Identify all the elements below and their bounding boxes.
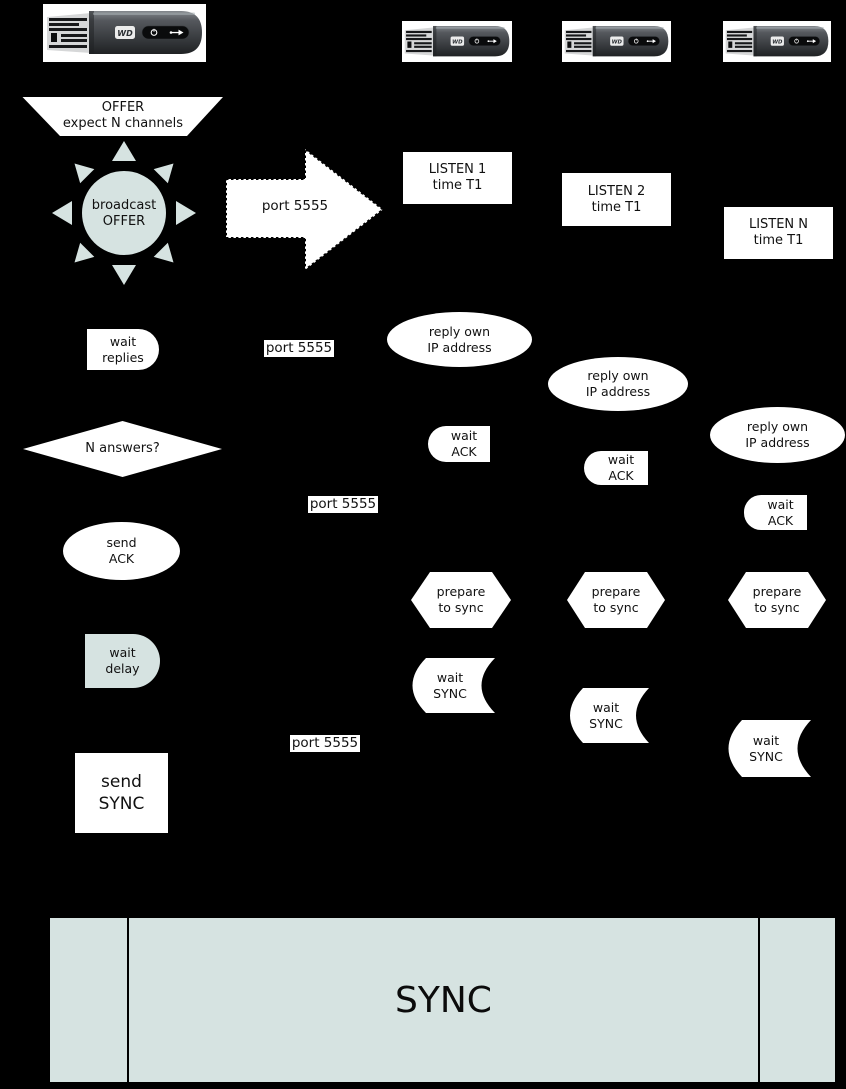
wd-logo: WD	[117, 28, 133, 38]
reply-line2: IP address	[427, 339, 492, 355]
broadcast-line2: OFFER	[102, 214, 146, 229]
wait-sync-shape	[720, 719, 812, 778]
wait-replies-line1: wait	[109, 333, 137, 349]
port-label: port 5555	[309, 496, 377, 512]
reply-line1: reply own	[428, 323, 491, 339]
broadcast-line1: broadcast	[91, 198, 157, 213]
prepare-line2: to sync	[593, 600, 639, 615]
wait-ack-node	[584, 451, 648, 485]
send-ack-line2: ACK	[108, 551, 135, 566]
wd-logo: WD	[772, 39, 783, 46]
reply-line1: reply own	[746, 419, 809, 434]
wait-delay-line1: wait	[109, 645, 136, 660]
listen-line1: LISTEN N	[748, 217, 809, 232]
port-label: port 5555	[265, 340, 333, 356]
sync-bar-divider	[758, 918, 760, 1082]
wd-logo: WD	[611, 39, 623, 46]
send-sync-line1: send	[101, 772, 142, 792]
wait-replies-line2: replies	[102, 349, 144, 365]
send-sync-node	[75, 753, 168, 833]
wait-sync-shape	[404, 657, 496, 714]
wait-ack-line2: ACK	[767, 512, 794, 528]
listen-line2: time T1	[591, 199, 642, 215]
wd-logo: WD	[452, 39, 463, 46]
offer-line1: OFFER	[101, 100, 145, 115]
reply-line1: reply own	[587, 368, 649, 383]
wait-ack-line2: ACK	[451, 444, 477, 459]
wait-replies-node	[87, 329, 159, 370]
prepare-line2: to sync	[438, 600, 484, 615]
reply-line2: IP address	[585, 384, 651, 399]
wait-ack-line1: wait	[450, 428, 478, 443]
listen-node	[562, 173, 671, 226]
port-arrow-text: port 5555	[261, 197, 329, 214]
sync-timeline-bar	[48, 916, 837, 1084]
n-answers-label: N answers?	[85, 441, 160, 456]
reply-ip-node	[548, 357, 688, 411]
prepare-line2: to sync	[754, 600, 800, 615]
wd-device-image	[562, 21, 671, 62]
prepare-hexagon-shape	[410, 571, 512, 629]
wait-sync-line2: SYNC	[433, 685, 467, 701]
decision-diamond-shape	[22, 420, 223, 478]
wd-device-image	[402, 21, 512, 62]
wait-ack-line1: wait	[767, 496, 794, 512]
wait-sync-line1: wait	[436, 669, 464, 685]
reply-ip-node	[387, 312, 532, 367]
wd-device-image	[43, 4, 206, 62]
listen-node	[403, 152, 512, 204]
prepare-line1: prepare	[752, 584, 802, 599]
port-label: port 5555	[291, 735, 359, 751]
wait-ack-node	[744, 495, 807, 530]
listen-line2: time T1	[753, 233, 804, 248]
wait-sync-line1: wait	[752, 732, 780, 748]
send-sync-line2: SYNC	[98, 794, 145, 814]
prepare-line1: prepare	[591, 584, 641, 599]
offer-trapezoid-shape	[22, 96, 224, 137]
wait-sync-shape	[562, 687, 650, 744]
wait-delay-line2: delay	[105, 661, 140, 676]
offer-line2: expect N channels	[62, 116, 184, 131]
prepare-hexagon-shape	[566, 571, 666, 629]
listen-line1: LISTEN 1	[428, 162, 487, 177]
wd-device-image	[723, 21, 831, 62]
wait-sync-line1: wait	[592, 699, 620, 715]
wait-ack-node	[428, 426, 490, 462]
send-ack-node	[63, 522, 180, 580]
broadcast-arrow-shape	[218, 140, 388, 274]
listen-line1: LISTEN 2	[587, 183, 646, 199]
sync-bar-label: SYNC	[395, 979, 492, 1021]
wait-sync-line2: SYNC	[749, 748, 783, 764]
reply-line2: IP address	[745, 435, 810, 450]
listen-node	[724, 207, 833, 259]
prepare-hexagon-shape	[727, 571, 827, 629]
send-ack-line1: send	[106, 535, 137, 550]
reply-ip-node	[710, 407, 845, 463]
prepare-line1: prepare	[436, 584, 486, 599]
wait-ack-line1: wait	[607, 452, 635, 467]
wait-delay-node	[85, 634, 160, 688]
listen-line2: time T1	[432, 178, 483, 193]
wait-ack-line2: ACK	[608, 468, 634, 483]
broadcast-sun-shape	[51, 140, 197, 286]
wait-sync-line2: SYNC	[589, 715, 623, 731]
